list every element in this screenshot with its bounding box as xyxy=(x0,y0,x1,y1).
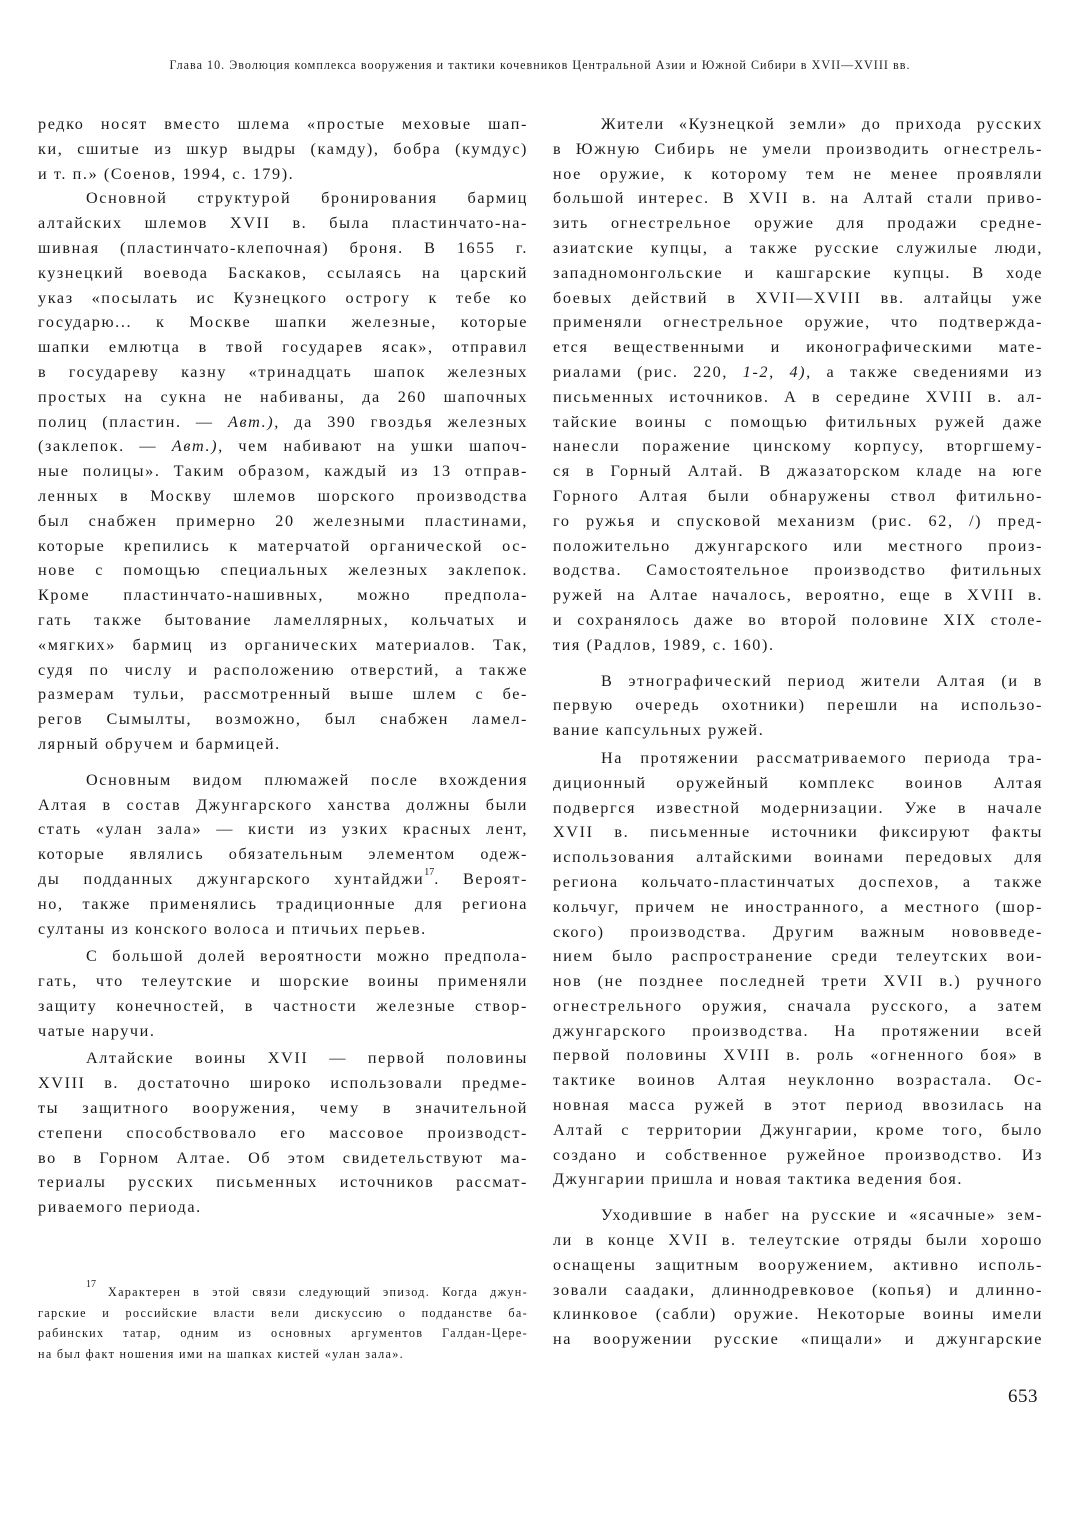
text-line: гать, что телеутские и шорские воины применяли xyxy=(38,972,528,991)
footnote-marker: 17 xyxy=(86,1279,96,1290)
paragraph xyxy=(553,669,1043,743)
text-line: на вооружении русские «пищали» и джунгарские xyxy=(553,1330,1043,1349)
text-line: во в Горном Алтае. Об этом свидетельствуют ма- xyxy=(38,1148,528,1167)
text-line: диционный оружейный комплекс воинов Алтая xyxy=(553,773,1043,792)
text-line: султаны из конского волоса и птичьих перьев. xyxy=(38,919,427,938)
page-number: 653 xyxy=(1008,1386,1038,1407)
text-line: региона кольчато-пластинчатых доспехов, а также xyxy=(553,872,1043,891)
text-line: новная масса ружей в этот период ввозилась на xyxy=(553,1096,1043,1115)
right-column xyxy=(553,112,1043,1352)
text-line: западномонгольские и кашгарские купцы. В ходе xyxy=(553,263,1043,282)
text-line: На протяжении рассматриваемого периода тра- xyxy=(601,748,1043,767)
text-line: первую очередь охотники) перешли на использо- xyxy=(553,696,1043,715)
text-line: судя по числу и расположению отверстий, а также xyxy=(38,660,528,679)
text-line: нанесли поражение цинскому корпусу, вторгшему- xyxy=(553,437,1043,456)
text-line: на был факт ношения ими на шапках кистей «улан зала». xyxy=(38,1346,404,1361)
text-line: размерам тульи, рассмотренный выше шлем с бе- xyxy=(38,685,528,704)
text-line: шивная (пластинчато-клепочная) броня. В 1655 г. xyxy=(38,238,528,257)
text-line: го ружья и спусковой механизм (рис. 62, /) пред- xyxy=(553,511,1043,530)
text-line: Алтайские воины XVII — первой половины xyxy=(86,1049,528,1068)
text-run: . Вероят- xyxy=(434,869,528,888)
footnote xyxy=(38,1279,528,1364)
text-line: положительно джунгарского или местного произ- xyxy=(553,536,1043,555)
text-line xyxy=(38,1279,528,1303)
text-line: ные полицы». Таким образом, каждый из 13 отправ- xyxy=(38,462,528,481)
text-line: ется вещественными и иконографическими мате- xyxy=(553,338,1043,357)
text-line: ского) производства. Другим важным нововведе- xyxy=(553,922,1043,941)
text-line: тайские воины с помощью фитильных ружей даже xyxy=(553,412,1043,431)
text-line: государю... к Москве шапки железные, которые xyxy=(38,313,528,332)
text-line: вание капсульных ружей. xyxy=(553,721,765,740)
text-line: клинковое (сабли) оружие. Некоторые воины имели xyxy=(553,1305,1043,1324)
text-line: огнестрельного оружия, сначала русского, а затем xyxy=(553,996,1043,1015)
text-line: ки, сшитые из шкур выдры (камду), бобра (кумдус) xyxy=(38,139,528,158)
text-line: редко носят вместо шлема «простые меховые шап- xyxy=(38,115,528,133)
text-line: стать «улан зала» — кисти из узких красных лент, xyxy=(38,820,528,839)
text-run: чем набивают на ушки шапоч- xyxy=(223,437,528,456)
footnote-reference[interactable]: 17 xyxy=(424,866,435,878)
text-line: водства. Самостоятельное производство фитильных xyxy=(553,561,1043,580)
text-line: но, также применялись традиционные для региона xyxy=(38,894,528,913)
text-line: Алтая в состав Джунгарского ханства должны были xyxy=(38,795,528,814)
text-line: нове с помощью специальных железных заклепок. xyxy=(38,561,528,580)
paragraph xyxy=(38,186,528,756)
text-line: ружей на Алтае началось, вероятно, еще в XVIII в. xyxy=(553,586,1043,605)
text-line xyxy=(38,434,528,459)
text-line: которые являлись обязательным элементом одеж- xyxy=(38,845,528,864)
text-line: и т. п.» (Соенов, 1994, с. 179). xyxy=(38,164,295,183)
text-line: указ «посылать ис Кузнецкого острогу к тебе ко xyxy=(38,288,528,307)
text-line: териалы русских письменных источников рассмат- xyxy=(38,1173,528,1192)
text-line: в государеву казну «тринадцать шапок железных xyxy=(38,362,528,381)
text-line: тактике воинов Алтая неуклонно возрастала. Ос- xyxy=(553,1071,1043,1090)
text-line: Алтай с территории Джунгарии, кроме того, было xyxy=(553,1120,1043,1139)
text-line: Горного Алтая были обнаружены ствол фитильно- xyxy=(553,486,1043,505)
text-line: ленных в Москву шлемов шорского производства xyxy=(38,486,528,505)
italic-run: Авт.), xyxy=(171,437,224,456)
text-line: регов Сымылты, возможно, был снабжен ламел- xyxy=(38,710,528,729)
text-run: (заклепок. — xyxy=(38,437,172,456)
text-line: Основным видом плюмажей после вхождения xyxy=(86,770,528,789)
running-head: Глава 10. Эволюция комплекса вооружения и тактики кочевников Центральной Азии и Южной Сибири в XVII—XVIII вв. xyxy=(169,57,911,72)
paragraph xyxy=(553,112,1043,658)
text-line: Кроме пластинчато-нашивных, можно предпола- xyxy=(38,586,528,605)
text-line xyxy=(38,867,528,892)
text-line: кольчуг, причем не иностранного, а местного (шор- xyxy=(553,897,1043,916)
text-line: гарские и российские власти вели дискуссию о подданстве ба- xyxy=(38,1305,528,1320)
text-line: и сохранялось даже во второй половине XIX столе- xyxy=(553,610,1043,629)
text-line: письменных источников. А в середине XVIII в. ал- xyxy=(553,387,1043,406)
text-line: чатые наручи. xyxy=(38,1021,156,1040)
text-line: тия (Радлов, 1989, с. 160). xyxy=(553,635,775,654)
text-line: использования алтайскими воинами передовых для xyxy=(553,848,1043,867)
text-line: джунгарского производства. На протяжении всей xyxy=(553,1021,1043,1040)
paragraph xyxy=(38,768,528,942)
text-line: нием было распространение среди телеутских вои- xyxy=(553,947,1043,966)
text-line: простых на сукна не набиваны, да 260 шапочных xyxy=(38,387,528,406)
text-run: Характерен в этой связи следующий эпизод. Когда джун- xyxy=(107,1285,528,1299)
text-line: создано и собственное ружейное производство. Из xyxy=(553,1145,1043,1164)
text-line: XVIII в. достаточно широко использовали предме- xyxy=(38,1074,528,1093)
text-line: подвергся известной модернизации. Уже в начале xyxy=(553,798,1043,817)
left-column xyxy=(38,112,528,1220)
paragraph xyxy=(38,1046,528,1220)
text-run: а также сведениями из xyxy=(811,362,1043,381)
text-line: первой половины XVIII в. роль «огненного боя» в xyxy=(553,1046,1043,1065)
text-run: да 390 гвоздья железных xyxy=(279,412,528,431)
paragraph xyxy=(553,1203,1043,1352)
text-line: рабинских татар, одним из основных аргументов Галдан-Цере- xyxy=(38,1326,528,1340)
text-line: зовали саадаки, длиннодревковое (копья) и длинно- xyxy=(553,1280,1043,1299)
text-line: оснащены защитным вооружением, активно исполь- xyxy=(553,1255,1043,1274)
text-line: большой интерес. В XVII в. на Алтай стали приво- xyxy=(553,189,1043,208)
text-line: ты защитного вооружения, чему в значительной xyxy=(38,1099,528,1118)
text-line: ли в конце XVII в. телеутские отряды были хорошо xyxy=(553,1231,1043,1250)
text-line: зить огнестрельное оружие для продажи средне- xyxy=(553,214,1043,233)
paragraph xyxy=(38,944,528,1043)
text-line: боевых действий в XVII—XVIII вв. алтайцы уже xyxy=(553,288,1043,307)
text-line: В этнографический период жители Алтая (и в xyxy=(601,671,1043,690)
paragraph xyxy=(553,746,1043,1192)
text-line: кузнецкий воевода Баскаков, ссылаясь на царский xyxy=(38,263,528,282)
text-line: XVII в. письменные источники фиксируют факты xyxy=(553,823,1043,842)
text-line: шапки емлютца в твой государев ясак», отправил xyxy=(38,338,528,357)
text-line: которые крепились к матерчатой органической ос- xyxy=(38,536,528,555)
italic-run: 1-2, 4), xyxy=(742,362,812,381)
text-line: был снабжен примерно 20 железными пластинами, xyxy=(38,511,528,530)
text-line: степени способствовало его массовое производст- xyxy=(38,1123,528,1142)
text-line: Основной структурой бронирования бармиц xyxy=(86,189,528,208)
text-line: азиатские купцы, а также русские служилые люди, xyxy=(553,238,1043,257)
text-line: в Южную Сибирь не умели производить огнестрель- xyxy=(553,139,1043,158)
text-line: нов (не позднее последней трети XVII в.) ручного xyxy=(553,972,1043,991)
text-line: алтайских шлемов XVII в. была пластинчато-на- xyxy=(38,214,528,233)
text-line: ся в Горный Алтай. В джазаторском кладе на юге xyxy=(553,462,1043,481)
text-line: гать также бытование ламеллярных, кольчатых и xyxy=(38,610,528,629)
text-line: ное оружие, к которому тем не менее проявляли xyxy=(553,164,1043,183)
text-run: полиц (пластин. — xyxy=(38,412,229,431)
text-run: ды подданных джунгарского хунтайджи xyxy=(38,869,425,888)
text-line: С большой долей вероятности можно предпола- xyxy=(86,947,528,966)
text-line: Джунгарии пришла и новая тактика ведения боя. xyxy=(553,1170,964,1189)
text-line: защиту конечностей, в частности железные створ- xyxy=(38,996,528,1015)
text-line xyxy=(38,410,528,435)
text-line: Уходившие в набег на русские и «ясачные» зем- xyxy=(601,1206,1043,1225)
text-line: применяли огнестрельное оружие, что подтвержда- xyxy=(553,313,1043,332)
text-line: лярный обручем и бармицей. xyxy=(38,734,281,753)
text-line: Жители «Кузнецкой земли» до прихода русских xyxy=(601,115,1043,133)
paragraph xyxy=(38,112,528,186)
text-line xyxy=(553,360,1043,385)
text-line: «мягких» бармиц из органических материалов. Так, xyxy=(38,635,528,654)
text-line: риваемого периода. xyxy=(38,1198,202,1217)
italic-run: Авт.), xyxy=(228,412,280,431)
text-run: риалами (рис. 220, xyxy=(553,362,743,381)
